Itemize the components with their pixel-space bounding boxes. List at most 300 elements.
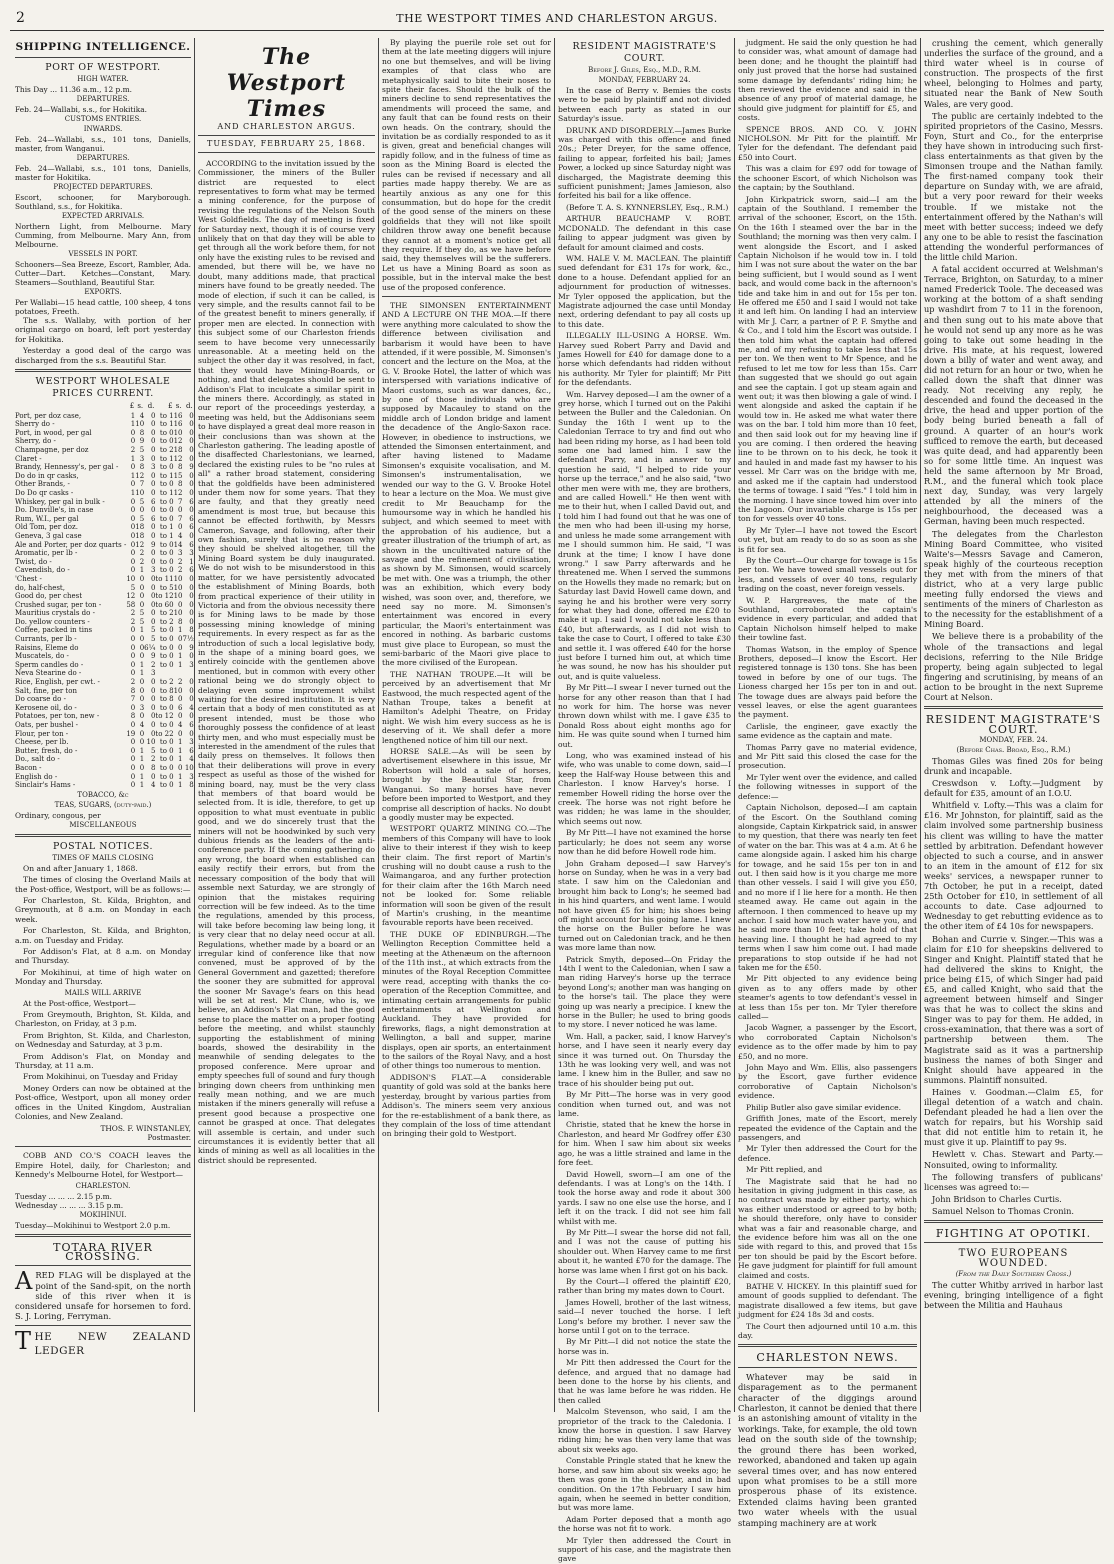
price-row <box>15 463 194 472</box>
departures2-text: Feb. 24—Wallabi, s.s., 101 tons, Daniells, master for Hokitika. <box>15 164 191 182</box>
price-value: 9 <box>150 540 156 549</box>
price-value: 5 <box>139 446 145 454</box>
price-value: 0 <box>150 549 156 558</box>
price-value: 0 <box>139 600 145 609</box>
court-paragraph: Haines v. Goodman.—Claim £5, for illegal detention of a watch and chain. Defendant pleaded he had a lien over the watch for repairs, but his Worship said that did not entitle him to retain it, he must give it up. Plaintiff to pay 9s. <box>924 1086 1103 1148</box>
court-paragraph: The Court then adjourned until 10 a.m. this day. <box>738 1321 917 1341</box>
price-value: to 0 <box>159 437 174 446</box>
news-item: THE DUKE OF EDINBURGH.—The Wellington Reception Committee held a meeting at the Athenæum on the afternoon of the 11th inst., at which extracts from the minutes of the Royal Reception Committee were read, accepting with thanks the co-operation of the Reception Committee, and intimating certain arrangements for public entertainments at Wellington and Auckland. They have provided for fireworks, flags, a night demonstration at Wellington, a ball and supper, marine displays, open air sports, an entertainment to the sailors of the Royal Navy, and a host of other things too numerous to mention. <box>382 929 551 1071</box>
price-value: 0 <box>150 703 156 712</box>
price-value <box>155 669 173 678</box>
court-paragraph: judgment. He said the only question he had to consider was, what amount of damage had been done; and he thought the plaintiff had only just proved that the horse had sustained some damage by defendants' riding him; he then reviewed the evidence and said in the absence of any proof of material damage, he should give judgment for plaintiff for £5, and costs. <box>738 38 917 123</box>
price-value: 0 <box>150 609 156 618</box>
price-value: 0 <box>150 592 156 601</box>
price-value: 1 <box>178 626 183 635</box>
price-value: 0 <box>189 652 194 661</box>
price-value: 0 <box>150 411 156 420</box>
price-value: 10 <box>146 738 156 747</box>
totara-text: RED FLAG will be displayed at the point of the Sand-spit, on the north side of this river when it is considered unsafe for horsemen to ford. S. J. Loring, Ferryman. <box>15 1270 191 1322</box>
news-paragraph: The public are certainly indebted to the spirited proprietors of the Casino, Messrs. Foyn, Sturt and Co., for the enterprise they have shown in introducing such first-class entertainments as that given by the Simonsen troupe and the Nathan family. The first-named company took their departure on Sunday with, we are afraid, but a very poor reward for their weeks trouble. If we mistake not the entertainment offered by the Nathan's will meet with better success; indeed we defy any one to be able to resist the fascination attending the wonderful performances of the little child Marion. <box>924 110 1103 262</box>
price-value: 0 <box>139 695 145 704</box>
misc-heading: MISCELLANEOUS <box>69 820 137 829</box>
price-value: 12 <box>135 540 145 549</box>
price-value: 2 <box>150 660 156 669</box>
column-3 <box>378 38 554 1412</box>
news-item: HORSE SALE.—As will be seen by advertisement elsewhere in this issue, Mr Robertson will hold a sale of horses, brought by the Beautiful Star, from Wanganui. So many horses have never before been imported to Westport, and they comprise all description of hacks. No doubt a goodly muster may be expected. <box>382 747 551 822</box>
price-value: 0 <box>130 626 136 635</box>
postal-line: On and after January 1, 1868. <box>23 863 138 873</box>
price-item: Do Do qr casks - <box>15 488 74 497</box>
price-value: 12 <box>173 454 183 463</box>
price-value: 0 <box>178 763 183 772</box>
price-value: 0 <box>130 738 136 747</box>
price-value: 0 <box>150 557 156 566</box>
price-value <box>183 669 194 678</box>
court-paragraph: DRUNK AND DISORDERLY.—James Burke was charged with this offence and fined 20s.; Peter Dreyer, for the same offence, failing to appear, forfeited his bail; James Power, a locked up since Saturday night was discharged, the Magistrate deeming this sufficient punishment; James Jamieson, also forfeited his bail for a like offence. <box>558 125 731 201</box>
price-value: to 60 <box>155 600 174 609</box>
price-value: 0 <box>189 600 194 609</box>
price-value: 2 <box>150 755 156 764</box>
divider <box>15 1234 191 1237</box>
price-item: Neva Stearine do - <box>15 669 82 678</box>
price-value: 14 <box>173 540 183 549</box>
price-value: 0 <box>150 712 156 721</box>
inwards-text: Feb. 24—Wallabi, s.s., 101 tons, Daniells, master, from Wanganui. <box>15 135 191 153</box>
price-item: Aromatic, per lb - <box>15 549 78 558</box>
in-port-heading: VESSELS IN PORT. <box>68 250 138 258</box>
court-paragraph: Mr Tyler then addressed the Court in support of his case, and the magistrate then gave <box>558 1535 731 1564</box>
price-item: Sinclair's Hams - <box>15 781 76 790</box>
price-row <box>15 661 194 670</box>
price-row <box>15 532 194 541</box>
court-paragraph: By Mr Pitt—I swear the horse did not fall, and I was not the cause of putting his shoulder out. When Harvey came to me first about it, he wanted £70 for the damage. The horse was lame when I first got on his back. <box>558 1227 731 1275</box>
court-paragraph: Adam Porter deposed that a month ago the horse was not fit to work. <box>558 1514 731 1534</box>
price-item: Cheese, per lb. <box>15 738 69 747</box>
price-item: Port, per doz case, <box>15 411 82 420</box>
prices-header-cell: d. <box>186 402 193 411</box>
court-paragraph: SPENCE BROS. AND CO. V. JOHN NICHOLSON. Mr Pitt for the plaintiff. Mr Tyler for the defendant. The defendant paid £50 into Court. <box>738 124 917 162</box>
prices-header-cell: £ <box>129 402 135 411</box>
masthead-subtitle: AND CHARLESTON ARGUS. <box>217 122 356 131</box>
price-value: 2 <box>139 549 145 558</box>
price-value: to 0 <box>159 557 174 566</box>
price-value: 0 <box>130 755 136 764</box>
masthead: The Westport Times <box>226 44 347 122</box>
price-row <box>15 652 194 661</box>
price-value: 10 <box>173 583 183 592</box>
price-value: 0 <box>139 712 145 721</box>
price-item: Sherry, do - <box>15 437 56 446</box>
opotiki-subtitle: TWO EUROPEANS WOUNDED. <box>958 1248 1069 1269</box>
court-paragraph: By Mr Pitt—I swear I never turned out the horse for any other reason than that I had no work for him. The horse was never thrown down whilst with me. I gave £35 to Donald Ross about eight months ago for him. He was quite sound when I turned him out. <box>558 683 731 749</box>
price-item: Salt, fine, per ton <box>15 686 77 695</box>
price-value: 10 <box>173 574 183 583</box>
price-value: 0 <box>130 635 136 644</box>
price-value: 1 <box>139 755 145 764</box>
price-value: 1 <box>139 626 145 635</box>
price-value: 10 <box>173 428 183 437</box>
price-item: Twist, do - <box>15 557 52 566</box>
price-value: to 0 <box>159 463 174 472</box>
shipping-note: The s.s. Wallaby, with portion of her original cargo on board, left port yesterday for Hokitika. <box>15 316 191 344</box>
price-row <box>15 489 194 498</box>
price-row <box>15 575 194 584</box>
price-value: 2 <box>130 609 136 618</box>
price-value: to 0 <box>159 755 174 764</box>
port-heading: PORT OF WESTPORT. <box>45 62 161 73</box>
ledger-dropcap: T <box>15 1327 32 1356</box>
divider <box>924 706 1103 709</box>
price-value: 1 <box>189 557 194 566</box>
price-value: 5 <box>150 626 156 635</box>
price-item: Rum, W.I., per gal <box>15 514 79 523</box>
price-value: 3 <box>139 703 145 712</box>
price-value: 1 <box>139 772 145 781</box>
price-value: 0 <box>139 729 145 738</box>
price-value: 0 <box>150 523 156 532</box>
court-paragraph: Mr Tyler then addressed the Court for the defence. <box>738 1144 917 1163</box>
price-value: 0 <box>130 652 136 661</box>
price-value: 1 <box>139 746 145 755</box>
price-value: 1 <box>139 781 145 790</box>
price-value: 0 <box>139 643 145 652</box>
price-value: to 1 <box>159 531 174 540</box>
price-value: 0 <box>130 549 136 558</box>
price-value: 1 <box>178 755 183 764</box>
price-value: 8 <box>139 428 145 437</box>
court-paragraph: Patrick Smyth, deposed—On Friday the 14th I went to the Caledonian, when I saw a man riding Harvey's horse up the terrace beyond Long's; another man was hanging on to the horse's tail. The place they were going up was nearly a precipice. I knew the horse in the Buller; he used to bring goods to my store. I never noticed he was lame. <box>558 954 731 1030</box>
price-row <box>15 721 194 730</box>
court-paragraph: Long, who was examined instead of his wife, who was unable to come down, said—I keep the Half-way House between this and Charleston. I know Harvey's horse. I remember Howell riding the horse over the creek. The horse was not right before he was ridden; he was lame in the shoulder, which seems out now. <box>558 751 731 826</box>
prices-table <box>15 401 194 790</box>
price-value: 1 <box>130 411 136 420</box>
court-paragraph: David Howell, sworn—I am one of the defendants. I was at Long's on the 14th. I took the horse away and rode it about 300 yards. I saw no one else use the horse, and I left it on the track. I did not see him fall whilst with me. <box>558 1169 731 1226</box>
price-item: Rice, English, per cwt. - <box>15 678 100 687</box>
price-row <box>15 687 194 696</box>
price-row <box>15 584 194 593</box>
price-value: 0 <box>130 772 136 781</box>
court-paragraph: By Mr Pitt—The horse was in very good condition when turned out, and was not lame. <box>558 1090 731 1119</box>
price-value: 0 <box>130 660 136 669</box>
price-item: Sperm candles do - <box>15 660 84 669</box>
price-item: 'Chest - <box>15 574 42 583</box>
news-item: THE NATHAN TROUPE.—It will be perceived by an advertisement that Mr Eastwood, the much respected agent of the Nathan Troupe, takes a benefit at Hamilton's Adelphi Theatre, on Friday night. We wish him every success as he is deserving of it. We shall defer a more lengthened notice of him till our next. <box>382 669 551 745</box>
price-value: 9 <box>189 463 194 472</box>
prices-header-cell: s. <box>175 402 182 411</box>
departures-text: Feb. 24—Wallabi, s.s., for Hokitika. <box>15 105 147 114</box>
price-value: 10 <box>135 420 145 429</box>
price-value: 0 <box>189 617 194 626</box>
price-row <box>15 412 194 421</box>
price-value: to 0 <box>159 626 174 635</box>
price-value: 8 <box>150 763 156 772</box>
price-value: 19 <box>126 729 136 738</box>
price-value: to 2 <box>159 609 174 618</box>
price-value: 0 <box>139 763 145 772</box>
arrive-line: From Mokihinui, on Tuesday and Friday <box>23 1072 178 1082</box>
price-item: Coffee, packed in tins <box>15 626 93 635</box>
price-value: 8 <box>130 686 136 695</box>
price-value: to 0 <box>159 428 174 437</box>
court-paragraph: Mr Pitt replied, and <box>746 1165 823 1175</box>
price-value: to 2 <box>159 617 174 626</box>
court-paragraph: Constable Pringle stated that he knew the horse, and saw him about six weeks ago; he then was gone in the shoulder, and in bad condition. On the 17th February I saw him again, when he seemed in better condition, but was more lame. <box>558 1456 731 1513</box>
price-value: 0 <box>189 695 194 704</box>
price-value: 0 <box>150 420 156 429</box>
price-value: 2 <box>178 678 183 687</box>
price-value: 12 <box>173 437 183 446</box>
price-value: 5 <box>139 497 145 506</box>
price-value: 8 <box>130 712 136 721</box>
coach-mokihinui: MOKIHINUI. <box>79 1210 127 1219</box>
price-value: 0 <box>178 523 183 532</box>
price-value: 2 <box>130 678 136 687</box>
postal-line: For Mokihinui, at time of high water on Monday and Thursday. <box>15 967 191 987</box>
court-paragraph: Carlisle, the engineer, gave exactly the same evidence as the captain and mate. <box>738 721 917 741</box>
price-value: 4 <box>189 755 194 764</box>
price-value: 7½ <box>182 635 194 644</box>
price-value: 0 <box>139 738 145 747</box>
price-value: 10 <box>173 609 183 618</box>
price-row <box>15 755 194 764</box>
price-value: 12 <box>126 592 136 601</box>
divider <box>924 1242 1103 1243</box>
price-value: 10 <box>173 592 183 601</box>
price-row <box>15 437 194 446</box>
price-value: 0 <box>130 437 136 446</box>
page-number: 2 <box>16 10 26 26</box>
price-item: Do. Dunville's, in case <box>15 506 94 515</box>
court-paragraph: Thomas Giles was fined 20s for being drunk and incapable. <box>924 755 1103 776</box>
price-value: 0 <box>150 600 156 609</box>
price-value: 2 <box>139 557 145 566</box>
price-value: 1 <box>130 471 136 480</box>
price-value: 0 <box>189 712 194 721</box>
price-value: 3 <box>189 660 194 669</box>
price-value: 0 <box>150 574 156 583</box>
price-item: English do - <box>15 772 58 781</box>
court-paragraph: By the Court—I offered the plaintiff £20, rather than bring my mates down to Court. <box>558 1276 731 1296</box>
price-item: Whiskey, per gal in bulk - <box>15 497 105 506</box>
price-value: 0 <box>150 772 156 781</box>
price-value: 0 <box>150 488 156 497</box>
price-value: 0 <box>189 531 194 540</box>
shipping-note: Yesterday a good deal of the cargo was discharged from the s.s. Beautiful Star. <box>15 346 191 365</box>
price-item: Good do, per chest <box>15 592 83 601</box>
price-item: Brandy, Hennessy's, per gal - <box>15 463 119 472</box>
court-paragraph: W. P. Hargreaves, the mate of the Southland, corroborated the captain's evidence in every particular, and added that Captain Nicholson himself helped to make their towline fast. <box>738 595 917 643</box>
price-value: 0 <box>150 428 156 437</box>
price-value: 2 <box>130 446 136 454</box>
news-item: WESTPORT QUARTZ MINING CO.—The members of this Company will have to look alive to their interest if they wish to keep their claim. The first report of Martin's crushing will no doubt cause a rush to the Waimangaroa, and any further protection for their claim after the 16th March need not be looked for. Some reliable information will soon be given of the result of Martin's crushing, in the meantime favourable reports have been received. <box>382 824 551 928</box>
price-value: 4 <box>150 781 156 790</box>
price-row <box>15 446 194 455</box>
prices-body <box>15 412 194 790</box>
price-value: 0 <box>130 763 136 772</box>
column-6 <box>920 38 1106 1412</box>
exports-text: Per Wallabi—15 head cattle, 100 sheep, 4 tons potatoes, Freeth. <box>15 298 191 316</box>
price-value: 0 <box>130 463 136 472</box>
price-value: 0 <box>189 437 194 446</box>
price-value: 6 <box>189 721 194 729</box>
price-value: 3 <box>189 549 194 558</box>
price-row <box>15 592 194 601</box>
court-paragraph: ARTHUR BEAUCHAMP V. ROBT. MCDONALD. The defendant in this case failing to appear judgment was given by default for amount claimed and costs. <box>558 214 731 252</box>
court-paragraph: In the case of Berry v. Bemies the costs were to be paid by plaintiff and not divided between each party as stated in our Saturday's issue. <box>558 86 731 124</box>
departures-heading: DEPARTURES. <box>76 95 130 103</box>
price-value: to 0 <box>159 652 174 661</box>
price-row <box>15 678 194 687</box>
editorial-continuation: By playing the puerile role set out for them at the late meeting diggers will injure no one but themselves, and will be living examples of that class who are metaphysically said to bite their noses to spite their faces. Should the bulk of the miners decline to send representatives the amendments will proceed the same, and any fault that can be found rests on their own heads. On the contrary, should the invitation be as cordially responded to as it is given, great and beneficial changes will rapidly follow, and in the fulness of time as soon as the Mining Board is elected the rules can be revised if necessary and all parties made happy thereby. We are as heartily anxious as any one for this consummation, but do hope for the credit of the good sense of the miners on these goldfields that they will not like spoilt children throw away one benefit because they cannot at a moment's notice get all they require. If they do, as we have before said, they themselves will be the sufferers. Let us have a Mining Board as soon as possible, but in the interval make the best use of the proposed conference. <box>382 38 551 292</box>
price-value: 1 <box>130 420 136 429</box>
price-value: 0 <box>150 506 156 515</box>
price-value: 5 <box>130 583 136 592</box>
tobacco-heading: TOBACCO, &c <box>77 790 129 799</box>
court2-date: MONDAY, FEB. 24. <box>979 735 1048 744</box>
price-value: 5 <box>139 514 145 523</box>
running-title: THE WESTPORT TIMES AND CHARLESTON ARGUS. <box>396 12 718 25</box>
price-row <box>15 773 194 782</box>
price-value: 0 <box>189 420 194 429</box>
price-row <box>15 730 194 739</box>
price-value: 4 <box>139 411 145 420</box>
price-item: Old Tom, per doz. <box>15 523 78 532</box>
price-value: 0 <box>189 592 194 601</box>
price-value: 0 <box>150 437 156 446</box>
coach-tuesday: Tuesday ... ... ... 2.15 p.m. <box>15 1191 112 1201</box>
price-row <box>15 644 194 653</box>
entries-heading: CUSTOMS ENTRIES. <box>64 115 142 123</box>
price-value: 3 <box>189 738 194 747</box>
court-paragraph: This was a claim for £97 odd for towage of the schooner Escort, of which Nicholson was the captain; by the Southland. <box>738 164 917 193</box>
price-value: 7 <box>178 497 183 506</box>
court-paragraph: Samuel Nelson to Thomas Cronin. <box>932 1205 1075 1216</box>
price-value: 6¼ <box>144 643 156 652</box>
price-item: Do do in qr casks, <box>15 471 79 480</box>
price-value: 0 <box>130 566 136 575</box>
prices-header-item <box>15 401 126 412</box>
court-paragraph: Thomas Parry gave no material evidence, and Mr Pitt said this closed the case for the prosecution. <box>738 742 917 771</box>
price-value: 0 <box>150 729 156 738</box>
price-value: 2 <box>130 617 136 626</box>
price-value: 18 <box>135 523 145 532</box>
price-value: 4 <box>189 703 194 712</box>
price-item: do, half-chest, <box>15 583 65 592</box>
price-value: 1 <box>139 669 145 678</box>
news-paragraph: The delegates from the Charleston Mining Board Committee, who visited Waite's—Messrs Savage and Cameron, speak highly of the courteous reception they met with from the miners of that district, who at a very large public meeting fully endorsed the views and sentiments of the miners of Charleston as to the necessity for the establishment of a Mining Board. <box>924 528 1103 630</box>
price-value: 0 <box>150 480 156 489</box>
price-value: 0 <box>139 652 145 661</box>
price-value: 0 <box>189 480 194 489</box>
price-value: 0 <box>130 557 136 566</box>
price-row <box>15 738 194 747</box>
court-paragraph: By Mr Tyler—I have not towed the Escort out yet, but am ready to do so as soon as she is fit for sea. <box>738 525 917 554</box>
column-1 <box>12 38 194 1412</box>
price-value: 18 <box>173 446 183 454</box>
price-value: to 0 <box>159 566 174 575</box>
price-item: Butter, fresh, do - <box>15 746 78 755</box>
price-value: 0 <box>189 428 194 437</box>
price-value: 0 <box>150 695 156 704</box>
court-paragraph: Mr Tyler went over the evidence, and called the following witnesses in support of the defence:— <box>738 772 917 801</box>
price-value: 0 <box>150 446 156 454</box>
price-item: Raisins, Eleme do <box>15 643 79 652</box>
court-paragraph: The Magistrate said that he had no hesitation in giving judgment in this case, as no contract was made by either party, which was either understood or agreed to by both; he should therefore, only have to consider what was a fair and reasonable charge, and the evidence before him was all on the one side with regard to this, and proved that 15s per ton should be paid by the Escort before. He gave judgment for plaintiff for full amount claimed and costs. <box>738 1176 917 1280</box>
price-value: to 0 <box>159 746 174 755</box>
price-value: 0 <box>178 712 183 721</box>
arrive-line: From Addison's Flat, on Monday and Thursday, at 11 a.m. <box>15 1051 191 1071</box>
price-value: 0 <box>150 617 156 626</box>
prices-header-cell: s. <box>137 402 144 411</box>
arrive-line: From Brighton, St. Kilda, and Charleston, on Wednesday and Saturday, at 3 p.m. <box>15 1030 191 1050</box>
price-row <box>15 472 194 481</box>
price-value: 0 <box>130 428 136 437</box>
price-value: 16 <box>173 420 183 429</box>
price-row <box>15 558 194 567</box>
divider <box>738 1367 917 1368</box>
postal-line: The times of closing the Overland Mails at the Post-office, Westport, will be as follows:— <box>15 875 191 894</box>
price-value: 1 <box>139 660 145 669</box>
price-value: to 12 <box>155 712 174 721</box>
price-value: 0 <box>130 523 136 532</box>
price-value: to 8 <box>159 686 174 695</box>
price-value: 10 <box>173 686 183 695</box>
news-paragraph: We believe there is a probability of the whole of the transactions and legal decisions, referring to the Nile Bridge property, being again subjected to legal fingering and scrutinising, by means of an action to be brought in the next Supreme Court at Nelson. <box>924 631 1103 702</box>
price-row <box>15 541 194 550</box>
price-value: 0 <box>150 471 156 480</box>
court-paragraph: Wm. Hall, a packer, said, I know Harvey's horse, and I have seen it nearly every day since it was turned out. On Thursday the 13th he was looking very well, and was not lame. I knew him in the Buller, and saw no trace of his shoulder being put out. <box>558 1031 731 1088</box>
teas-heading: TEAS, SUGARS, (duty-paid.) <box>54 800 152 809</box>
price-value: to 1 <box>159 471 174 480</box>
court-date: MONDAY, FEBRUARY 24. <box>598 76 691 84</box>
high-water-text: This Day ... 11.36 a.m., 12 p.m. <box>15 85 132 94</box>
price-value: to 0 <box>159 703 174 712</box>
price-value: 0 <box>130 531 136 540</box>
postal-signer: THOS. F. WINSTANLEY, <box>100 1123 191 1133</box>
price-value: 0 <box>150 531 156 540</box>
price-value: to 1 <box>159 420 174 429</box>
price-value: to 0 <box>159 763 174 772</box>
price-value: 6 <box>189 514 194 523</box>
price-item: Do., salt do - <box>15 755 60 764</box>
inwards-heading: INWARDS. <box>83 125 123 133</box>
shipping-title: SHIPPING INTELLIGENCE. <box>15 41 191 53</box>
postal-line: For Charleston, St. Kilda, Brighton, and Greymouth, at 8 a.m. on Monday in each week. <box>15 895 191 924</box>
price-row <box>15 669 194 678</box>
postal-line: For Addison's Flat, at 8 a.m. on Monday and Thursday. <box>15 947 191 966</box>
price-item: Bacon - <box>15 763 42 772</box>
charleston-news-text: Whatever may be said in disparagement as to the permanent character of the diggings around Charleston, it cannot be denied that there is an astonishing amount of vitality in the workings. Take, for example, the old town lead on the south side of the township; the ground there has been worked, reworked, abandoned and taken up again several times over, and has now entered upon what promises to be a still more prosperous phase of its existence. Extended claims having been granted two water wheels with the usual stamping machinery are at work <box>738 1371 917 1528</box>
prices-header-cell: d. <box>147 402 155 411</box>
opotiki-text: The cutter Whitby arrived in harbor last evening, bringing intelligence of a fight between the Militia and Hauhaus <box>924 1280 1103 1311</box>
running-head <box>10 8 1104 31</box>
divider <box>15 1265 191 1266</box>
price-value: 3 <box>189 772 194 781</box>
projected-text: Escort, schooner, for Maryborough. Southland, s.s., for Hokitika. <box>15 193 191 211</box>
court-paragraph: Creswdson v. Lofty.—Judgment by default for £35, amount of an I.O.U. <box>924 778 1103 799</box>
price-value: to 2 <box>159 678 174 687</box>
court2-report <box>924 756 1103 1216</box>
court-paragraph: Thomas Watson, in the employ of Spence Brothers, deposed—I know the Escort. Her registered tonnage is 130 tons. She has been towed in before by one of our tugs. The Lioness charged her 15s per ton in and out. The towage dues are always paid before the vessel leaves, or else the agent guarantees the payment. <box>738 644 917 720</box>
postal-line: For Charleston, St. Kilda, and Brighton, a.m. on Tuesday and Friday. <box>15 926 191 945</box>
price-value: 5 <box>139 617 145 626</box>
price-value: 12 <box>173 488 183 497</box>
price-value: 0 <box>130 506 136 515</box>
price-row <box>15 747 194 756</box>
price-value: 4 <box>139 721 145 729</box>
prices-title: WESTPORT WHOLESALE PRICES CURRENT. <box>35 376 171 400</box>
coach-charleston: CHARLESTON. <box>75 1181 131 1190</box>
